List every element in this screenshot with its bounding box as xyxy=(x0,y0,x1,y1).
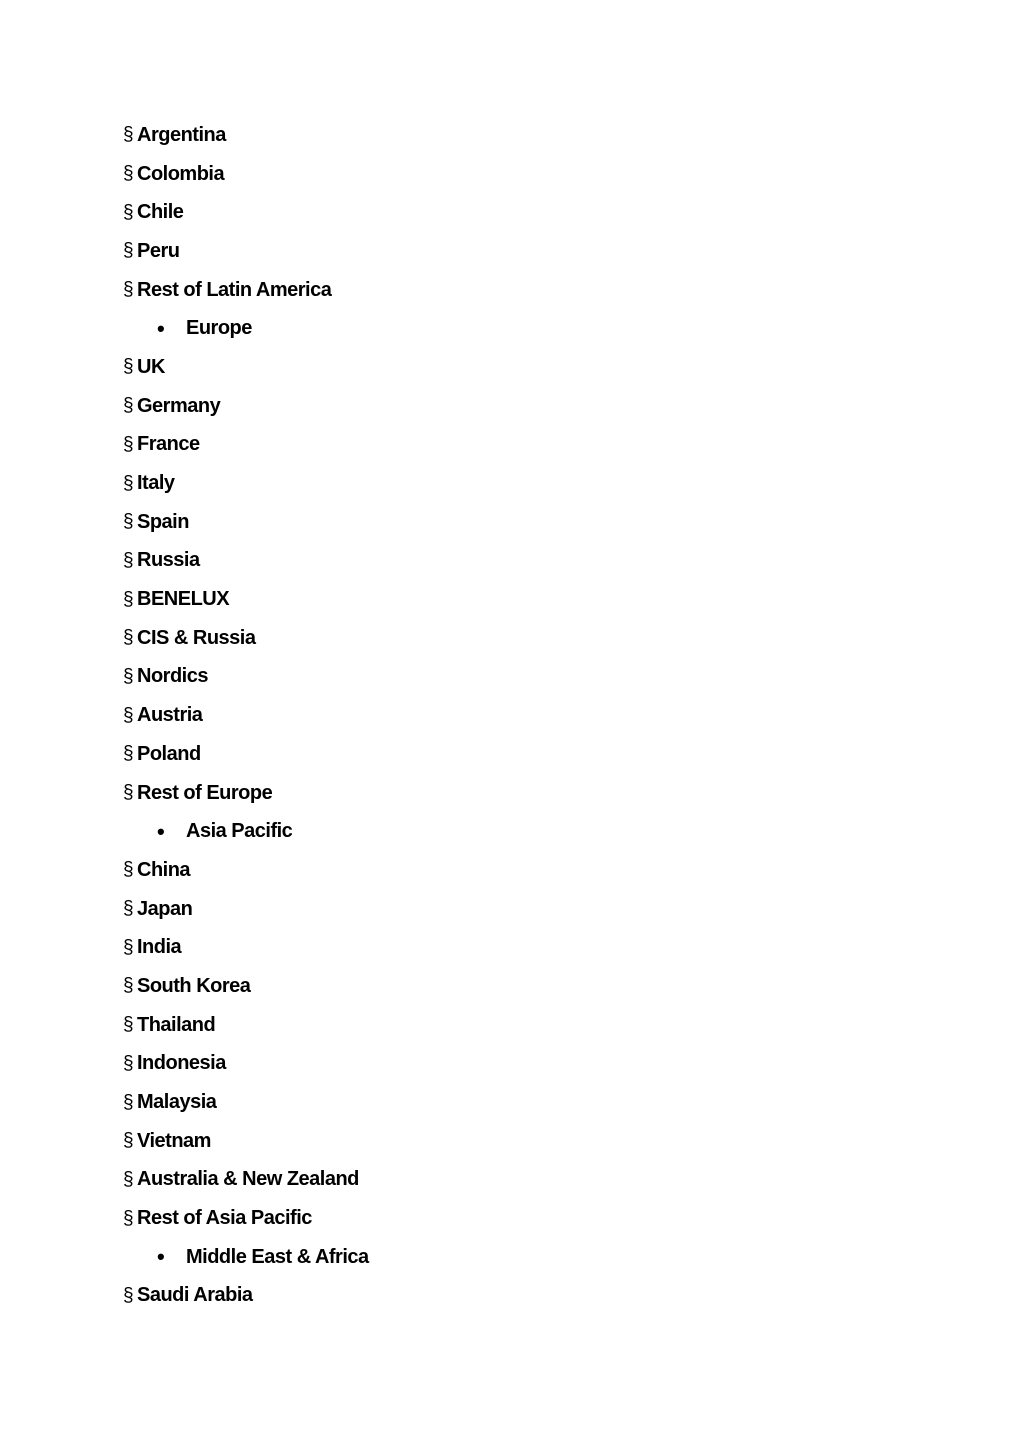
list-item xyxy=(0,193,1023,232)
bullet-marker: • xyxy=(157,1244,165,1270)
list-item-label: Japan xyxy=(137,897,193,920)
section-sign-marker: § xyxy=(123,898,134,920)
bullet-marker: • xyxy=(157,315,165,341)
list-item-label: Vietnam xyxy=(137,1129,211,1152)
list-item xyxy=(0,580,1023,619)
list-item-label: Argentina xyxy=(137,123,226,146)
section-sign-marker: § xyxy=(123,665,134,687)
list-item-label: India xyxy=(137,936,182,959)
section-sign-marker: § xyxy=(123,627,134,649)
list-item-label: Malaysia xyxy=(137,1091,217,1114)
list-item-label: Russia xyxy=(137,549,200,572)
list-item-label: South Korea xyxy=(137,974,251,997)
section-sign-marker: § xyxy=(123,1052,134,1074)
list-item xyxy=(0,1199,1023,1238)
section-sign-marker: § xyxy=(123,472,134,494)
section-sign-marker: § xyxy=(123,936,134,958)
list-item-label: Italy xyxy=(137,472,175,495)
list-item xyxy=(0,426,1023,465)
list-item-label: Middle East & Africa xyxy=(186,1245,369,1268)
list-item xyxy=(0,232,1023,271)
list-item xyxy=(0,387,1023,426)
section-sign-marker: § xyxy=(123,240,134,262)
section-sign-marker: § xyxy=(123,433,134,455)
section-sign-marker: § xyxy=(123,859,134,881)
section-sign-marker: § xyxy=(123,549,134,571)
list-item xyxy=(0,696,1023,735)
list-item xyxy=(0,658,1023,697)
list-item-label: UK xyxy=(137,355,165,378)
list-item-label: Thailand xyxy=(137,1013,216,1036)
list-item-label: Peru xyxy=(137,239,180,262)
list-item-label: Nordics xyxy=(137,665,208,688)
region-country-list xyxy=(0,116,1023,1315)
list-item xyxy=(0,890,1023,929)
list-item xyxy=(0,967,1023,1006)
list-item-label: France xyxy=(137,433,200,456)
list-item-label: Asia Pacific xyxy=(186,820,293,843)
list-item xyxy=(0,851,1023,890)
list-item-label: Germany xyxy=(137,394,221,417)
list-item xyxy=(0,1006,1023,1045)
section-sign-marker: § xyxy=(123,743,134,765)
list-item-label: BENELUX xyxy=(137,588,230,611)
list-item xyxy=(0,812,1023,851)
section-sign-marker: § xyxy=(123,1168,134,1190)
section-sign-marker: § xyxy=(123,1091,134,1113)
section-sign-marker: § xyxy=(123,356,134,378)
bullet-marker: • xyxy=(157,818,165,844)
list-item xyxy=(0,1122,1023,1161)
section-sign-marker: § xyxy=(123,1207,134,1229)
list-item-label: China xyxy=(137,858,191,881)
list-item xyxy=(0,542,1023,581)
list-item-label: Rest of Europe xyxy=(137,781,273,804)
list-item xyxy=(0,503,1023,542)
list-item xyxy=(0,735,1023,774)
list-item-label: Colombia xyxy=(137,162,225,185)
section-sign-marker: § xyxy=(123,395,134,417)
list-item xyxy=(0,348,1023,387)
list-item xyxy=(0,619,1023,658)
section-sign-marker: § xyxy=(123,124,134,146)
section-sign-marker: § xyxy=(123,201,134,223)
section-sign-marker: § xyxy=(123,1014,134,1036)
list-item-label: CIS & Russia xyxy=(137,626,256,649)
section-sign-marker: § xyxy=(123,588,134,610)
section-sign-marker: § xyxy=(123,975,134,997)
list-item-label: Rest of Latin America xyxy=(137,278,332,301)
list-item-label: Chile xyxy=(137,201,184,224)
list-item xyxy=(0,1238,1023,1277)
section-sign-marker: § xyxy=(123,163,134,185)
list-item xyxy=(0,928,1023,967)
list-item xyxy=(0,1161,1023,1200)
section-sign-marker: § xyxy=(123,511,134,533)
list-item-label: Saudi Arabia xyxy=(137,1284,253,1307)
section-sign-marker: § xyxy=(123,704,134,726)
list-item xyxy=(0,464,1023,503)
section-sign-marker: § xyxy=(123,782,134,804)
section-sign-marker: § xyxy=(123,1130,134,1152)
section-sign-marker: § xyxy=(123,1284,134,1306)
list-item xyxy=(0,1277,1023,1316)
list-item-label: Spain xyxy=(137,510,189,533)
list-item-label: Austria xyxy=(137,704,203,727)
list-item xyxy=(0,309,1023,348)
list-item-label: Europe xyxy=(186,317,252,340)
section-sign-marker: § xyxy=(123,279,134,301)
list-item xyxy=(0,774,1023,813)
list-item-label: Rest of Asia Pacific xyxy=(137,1207,312,1230)
list-item-label: Poland xyxy=(137,742,201,765)
list-item xyxy=(0,116,1023,155)
list-item-label: Australia & New Zealand xyxy=(137,1168,359,1191)
list-item xyxy=(0,155,1023,194)
list-item xyxy=(0,1083,1023,1122)
list-item-label: Indonesia xyxy=(137,1052,226,1075)
list-item xyxy=(0,1045,1023,1084)
list-item xyxy=(0,271,1023,310)
